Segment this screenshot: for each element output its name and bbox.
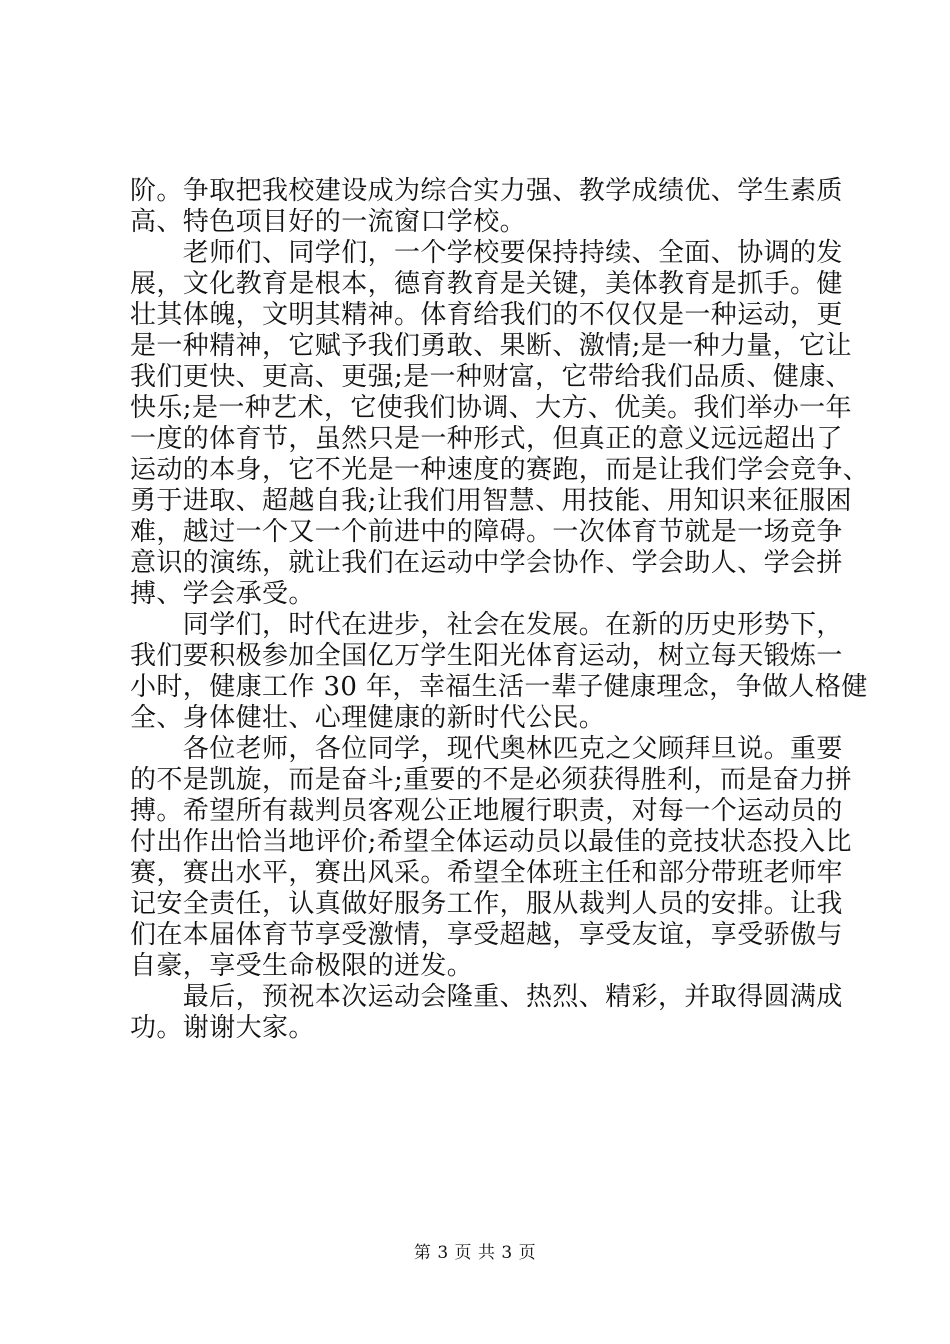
text-line: 勇于进取、超越自我;让我们用智慧、用技能、用知识来征服困	[130, 486, 852, 516]
text-line: 的不是凯旋，而是奋斗;重要的不是必须获得胜利，而是奋力拼	[130, 765, 852, 795]
text-line: 壮其体魄，文明其精神。体育给我们的不仅仅是一种运动，更	[130, 300, 843, 330]
text-line: 难，越过一个又一个前进中的障碍。一次体育节就是一场竞争	[130, 517, 843, 547]
text-line: 快乐;是一种艺术，它使我们协调、大方、优美。我们举办一年	[130, 393, 852, 423]
text-line: 意识的演练，就让我们在运动中学会协作、学会助人、学会拼	[130, 548, 843, 578]
text-line: 自豪，享受生命极限的迸发。	[130, 951, 474, 981]
page-footer: 第 3 页 共 3 页	[413, 1243, 537, 1263]
text-line: 赛，赛出水平，赛出风采。希望全体班主任和部分带班老师牢	[130, 858, 843, 888]
text-line: 老师们、同学们，一个学校要保持持续、全面、协调的发	[130, 238, 843, 268]
text-line: 阶。争取把我校建设成为综合实力强、教学成绩优、学生素质	[130, 176, 843, 206]
text-line: 全、身体健壮、心理健康的新时代公民。	[130, 703, 606, 733]
text-line: 们在本届体育节享受激情，享受超越，享受友谊，享受骄傲与	[130, 920, 843, 950]
text-line: 展，文化教育是根本，德育教育是关键，美体教育是抓手。健	[130, 269, 843, 299]
text-line: 搏。希望所有裁判员客观公正地履行职责，对每一个运动员的	[130, 796, 843, 826]
text-line: 一度的体育节，虽然只是一种形式，但真正的意义远远超出了	[130, 424, 843, 454]
text-line: 运动的本身，它不光是一种速度的赛跑，而是让我们学会竞争、	[130, 455, 870, 485]
text-line: 是一种精神，它赋予我们勇敢、果断、激情;是一种力量，它让	[130, 331, 852, 361]
text-line: 功。谢谢大家。	[130, 1013, 315, 1043]
text-line: 我们更快、更高、更强;是一种财富，它带给我们品质、健康、	[130, 362, 852, 392]
text-line: 搏、学会承受。	[130, 579, 315, 609]
text-line: 记安全责任，认真做好服务工作，服从裁判人员的安排。让我	[130, 889, 843, 919]
text-line: 我们要积极参加全国亿万学生阳光体育运动，树立每天锻炼一	[130, 641, 843, 671]
text-line: 同学们，时代在进步，社会在发展。在新的历史形势下，	[130, 610, 843, 640]
text-line: 最后，预祝本次运动会隆重、热烈、精彩，并取得圆满成	[130, 982, 843, 1012]
text-line: 小时，健康工作 30 年，幸福生活一辈子健康理念，争做人格健	[130, 672, 868, 702]
text-line: 付出作出恰当地评价;希望全体运动员以最佳的竞技状态投入比	[130, 827, 852, 857]
text-line: 高、特色项目好的一流窗口学校。	[130, 207, 527, 237]
text-line: 各位老师，各位同学，现代奥林匹克之父顾拜旦说。重要	[130, 734, 843, 764]
